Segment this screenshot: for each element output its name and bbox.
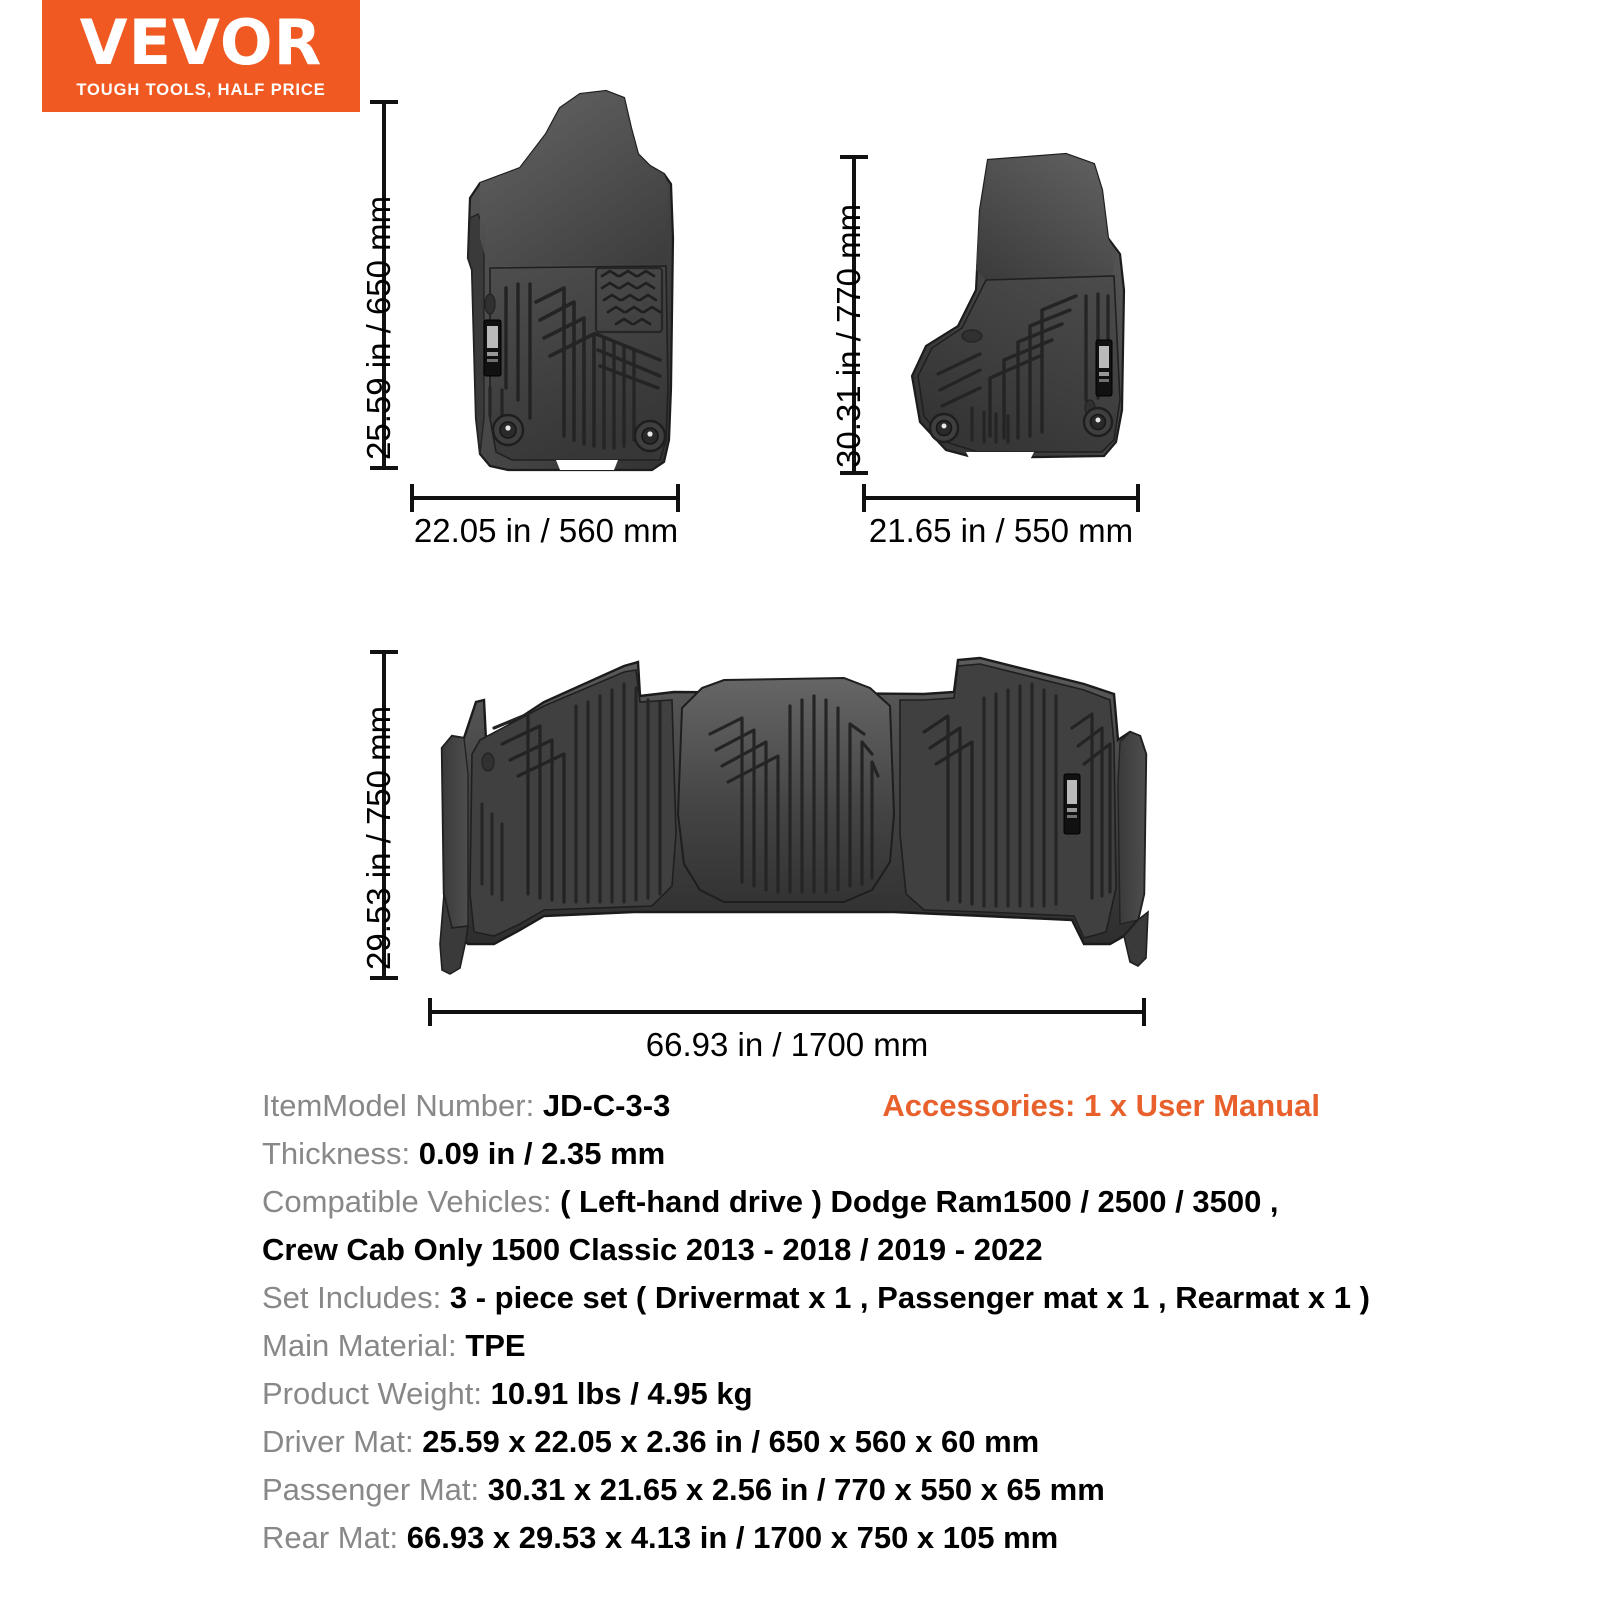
spec-row-material (262, 1322, 1582, 1370)
rear-mat-width-label: 66.93 in / 1700 mm (645, 1026, 929, 1063)
specification-list (262, 1082, 1582, 1562)
passenger-mat-label: Passenger Mat: (262, 1472, 480, 1507)
rear-mat-value: 66.93 x 29.53 x 4.13 in / 1700 x 750 x 105 mm (406, 1520, 1059, 1555)
material-value: TPE (465, 1328, 526, 1363)
driver-mat-width-label: 22.05 in / 560 mm (413, 512, 679, 549)
item-model-label: ItemModel Number: (262, 1088, 535, 1123)
weight-value: 10.91 lbs / 4.95 kg (490, 1376, 753, 1411)
mat-badge-driver (484, 320, 501, 376)
spec-row-compatible-cont (262, 1226, 1582, 1274)
mat-badge-passenger (1096, 340, 1112, 396)
set-includes-value: 3 - piece set ( Drivermat x 1 , Passenger mat x 1 , Rearmat x 1 ) (449, 1280, 1370, 1315)
item-model-value: JD-C-3-3 (542, 1088, 671, 1123)
material-label: Main Material: (262, 1328, 457, 1363)
vevor-logo (42, 0, 360, 112)
spec-row-set-includes (262, 1274, 1582, 1322)
compatible-label: Compatible Vehicles: (262, 1184, 552, 1219)
driver-mat-width-rule (410, 496, 680, 500)
rear-mat-image (424, 644, 1154, 986)
thickness-label: Thickness: (262, 1136, 411, 1171)
rear-mat-label: Rear Mat: (262, 1520, 399, 1555)
driver-mat-value: 25.59 x 22.05 x 2.36 in / 650 x 560 x 60 mm (422, 1424, 1040, 1459)
mat-badge-rear (1064, 774, 1080, 834)
passenger-mat-width-label: 21.65 in / 550 mm (868, 512, 1134, 549)
passenger-mat-width-rule (862, 496, 1140, 500)
spec-row-thickness (262, 1130, 1582, 1178)
spec-row-compatible (262, 1178, 1582, 1226)
driver-mat-label: Driver Mat: (262, 1424, 414, 1459)
driver-mat-image (428, 88, 686, 480)
spec-row-driver-mat (262, 1418, 1582, 1466)
passenger-mat-value: 30.31 x 21.65 x 2.56 in / 770 x 550 x 65 mm (487, 1472, 1105, 1507)
brand-tagline: TOUGH TOOLS, HALF PRICE (76, 81, 326, 99)
passenger-mat-image (880, 150, 1128, 480)
thickness-value: 0.09 in / 2.35 mm (418, 1136, 666, 1171)
compatible-value: ( Left-hand drive ) Dodge Ram1500 / 2500 / 3500 , (560, 1184, 1279, 1219)
rear-mat-height-label: 29.53 in / 750 mm (360, 705, 397, 970)
item-model-group (262, 1082, 670, 1130)
brand-wordmark: VEVOR (79, 6, 323, 79)
compatible-value-line2: Crew Cab Only 1500 Classic 2013 - 2018 / 2019 - 2022 (262, 1232, 1043, 1267)
passenger-mat-height-label: 30.31 in / 770 mm (830, 203, 867, 468)
spec-row-weight (262, 1370, 1582, 1418)
weight-label: Product Weight: (262, 1376, 482, 1411)
set-includes-label: Set Includes: (262, 1280, 442, 1315)
spec-row-passenger-mat (262, 1466, 1582, 1514)
spec-row-item-model (262, 1082, 1582, 1130)
spec-row-rear-mat (262, 1514, 1582, 1562)
driver-mat-height-label: 25.59 in / 650 mm (360, 195, 397, 460)
rear-mat-width-rule (428, 1010, 1146, 1014)
accessories-text: Accessories: 1 x User Manual (882, 1088, 1320, 1123)
